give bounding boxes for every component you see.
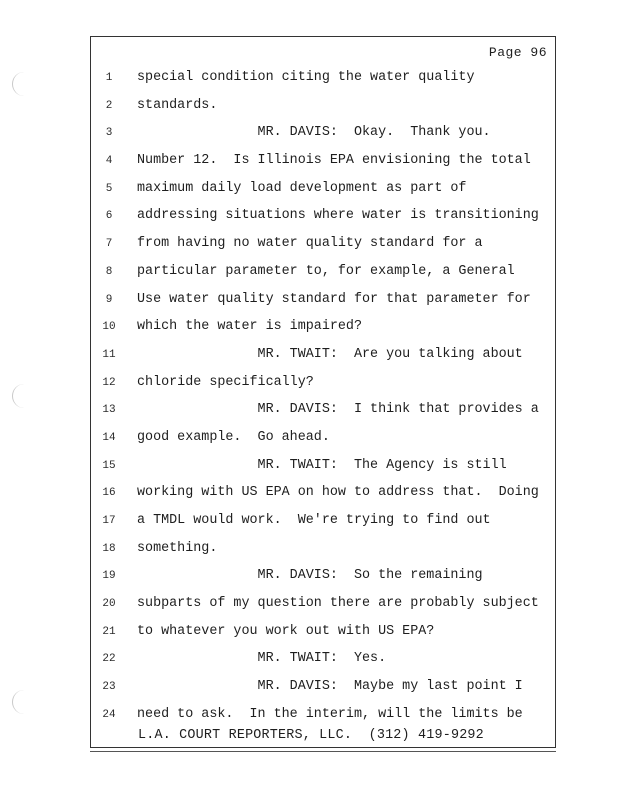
line-number: 7	[105, 238, 113, 251]
line-number: 23	[102, 681, 116, 694]
line-number: 5	[105, 182, 113, 195]
line-number: 17	[102, 515, 116, 527]
transcript-line: particular parameter to, for example, a General	[137, 263, 515, 279]
line-number: 24	[102, 708, 116, 721]
binder-hole-mark	[12, 384, 27, 408]
line-number: 18	[102, 542, 116, 555]
transcript-line: Use water quality standard for that parameter for	[137, 291, 531, 307]
line-number: 10	[102, 321, 116, 334]
line-number: 6	[105, 210, 113, 223]
transcript-line: MR. TWAIT: Yes.	[137, 651, 387, 667]
transcript-line: subparts of my question there are probably subject	[137, 596, 539, 612]
transcript-line: a TMDL would work. We're trying to find out	[137, 513, 491, 528]
line-number: 13	[102, 404, 116, 417]
transcript-line: working with US EPA on how to address that. Doing	[137, 485, 539, 501]
frame-underline	[90, 751, 556, 752]
transcript-line: Number 12. Is Illinois EPA envisioning the total	[137, 153, 531, 169]
line-number: 1	[105, 72, 113, 84]
transcript-line: MR. TWAIT: The Agency is still	[137, 457, 507, 473]
line-number: 14	[102, 431, 116, 444]
transcript-line: to whatever you work out with US EPA?	[137, 623, 435, 639]
page-number: Page 96	[488, 45, 547, 60]
line-number: 20	[102, 598, 116, 611]
transcript-line: which the water is impaired?	[137, 319, 362, 335]
transcript-line: MR. DAVIS: I think that provides a	[137, 402, 539, 418]
line-number: 2	[105, 99, 113, 112]
transcript-line: MR. DAVIS: So the remaining	[137, 568, 483, 584]
transcript-line: addressing situations where water is transitioning	[137, 208, 539, 224]
transcript-line: standards.	[137, 97, 218, 113]
transcript-line: MR. DAVIS: Okay. Thank you.	[137, 125, 491, 141]
transcript-line: need to ask. In the interim, will the limits be	[137, 706, 523, 722]
transcript-line: MR. TWAIT: Are you talking about	[137, 346, 523, 362]
binder-hole-mark	[12, 72, 27, 96]
line-number: 15	[102, 459, 116, 472]
line-number: 3	[105, 127, 113, 140]
line-number: 19	[102, 570, 116, 583]
line-number: 9	[105, 293, 113, 306]
line-number: 12	[102, 376, 116, 389]
line-number: 16	[102, 487, 116, 500]
transcript-text-body	[137, 69, 549, 734]
line-number: 11	[102, 348, 116, 361]
line-number: 4	[105, 155, 113, 168]
transcript-line: maximum daily load development as part of	[137, 180, 467, 196]
transcript-line: from having no water quality standard for a	[137, 236, 483, 252]
line-number: 8	[105, 265, 113, 278]
transcript-line: special condition citing the water quality	[137, 70, 475, 85]
transcript-line: good example. Go ahead.	[137, 429, 330, 445]
transcript-line: MR. DAVIS: Maybe my last point I	[137, 679, 523, 695]
line-number-column	[97, 70, 121, 735]
transcript-line: chloride specifically?	[137, 374, 314, 390]
binder-hole-mark	[12, 690, 27, 714]
transcript-line: something.	[137, 540, 218, 556]
court-reporter-footer: L.A. COURT REPORTERS, LLC. (312) 419-9292	[138, 728, 484, 743]
line-number: 22	[102, 653, 116, 666]
line-number: 21	[102, 625, 116, 638]
